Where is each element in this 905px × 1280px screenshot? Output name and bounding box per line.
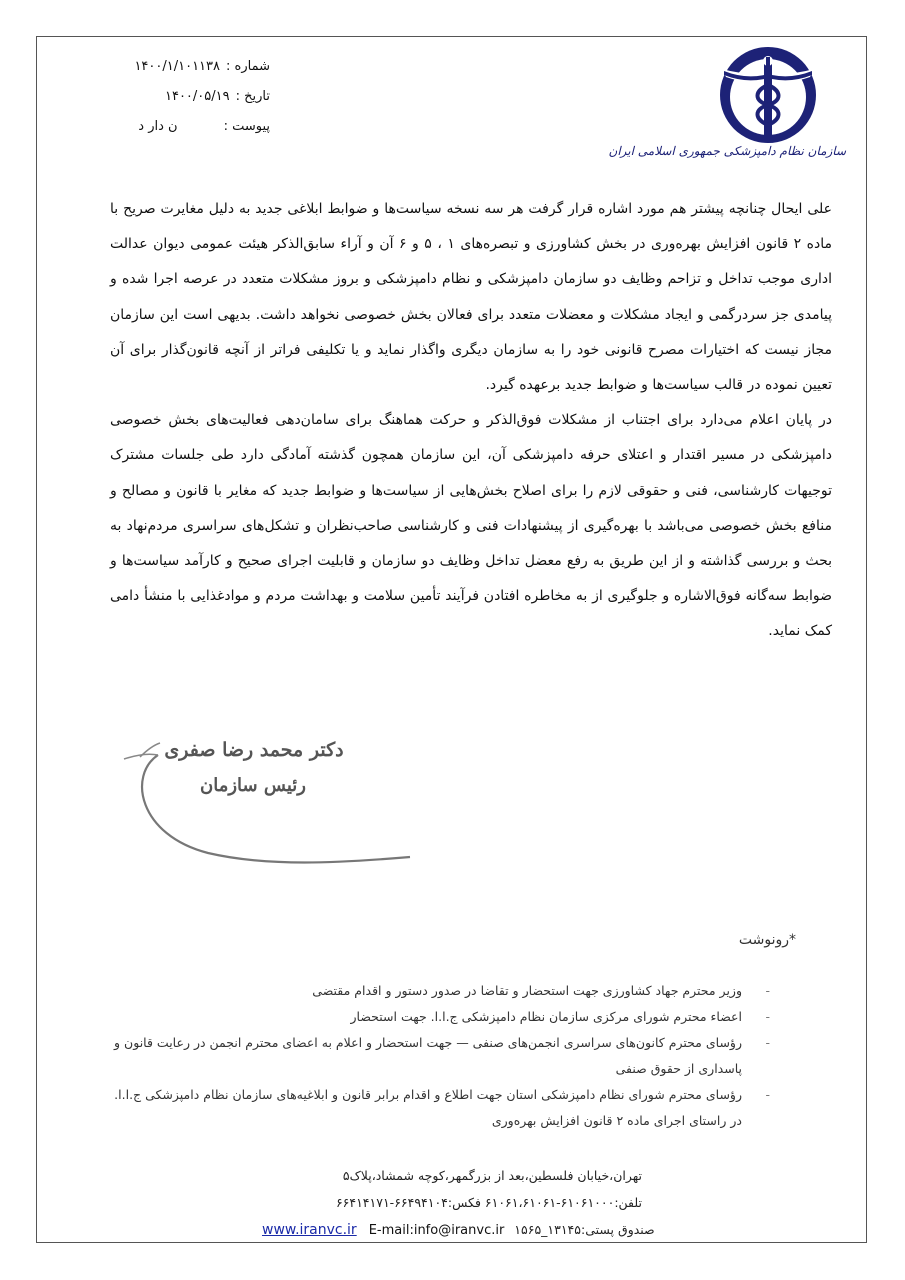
body-paragraph-2: در پایان اعلام می‌دارد برای اجتناب از مشکلات فوق‌الذکر و حرکت هماهنگ برای سامان‌دهی فعالیت‌های بخش خصوصی دامپزشکی در مسیر اقتدار و اعتلای حرفه دامپزشکی آن، این سازمان همچون گذشته آمادگی دارد طی جلسات مشترک توجیهات کارشناسی، فنی و حقوقی لازم را برای اصلاح بخش‌هایی از سیاست‌ها و ضوابط جدید که مغایر با قانون و مصالح و منافع بخش خصوصی می‌باشد با بهره‌گیری از پیشنهادات فنی و کارشناسی صاحب‌نظران و تشکل‌های سراسری مردم‌نهاد به بحث و بررسی گذاشته و از این طریق به رفع معضل تداخل وظایف دو سازمان و قابلیت اجرای صحیح و کارآمد سیاست‌ها و ضوابط سه‌گانه فوق‌الاشاره و جلوگیری از به مخاطره افتادن فرآیند تأمین سلامت و بهداشت مردم و موادغذایی با منشأ دامی کمک نماید. <box>110 412 832 640</box>
footer-address: تهران،خیابان فلسطین،بعد از بزرگمهر،کوچه شمشاد،پلاک۵ <box>342 1168 642 1183</box>
letter-attachment-row <box>110 112 270 142</box>
email-address: E-mail:info@iranvc.ir <box>368 1223 505 1238</box>
signatory-name: دکتر محمد رضا صفری <box>164 739 344 761</box>
cc-item-text: اعضاء محترم شورای مرکزی سازمان نظام دامپزشکی ج.ا.ا. جهت استحضار <box>350 1009 742 1024</box>
cc-list <box>108 978 770 1134</box>
letter-date-row <box>110 82 270 112</box>
org-emblem-icon <box>714 45 822 145</box>
cc-item <box>108 1030 770 1082</box>
po-box: صندوق پستی:۱۳۱۴۵_۱۵۶۵ <box>514 1222 655 1237</box>
org-name: سازمان نظام دامپزشکی جمهوری اسلامی ایران <box>608 144 846 158</box>
signatory-title: رئیس سازمان <box>200 775 306 796</box>
cc-item-text: رؤسای محترم شورای نظام دامپزشکی استان جهت اطلاع و اقدام برابر قانون و ابلاغیه‌های سازمان نظام دامپزشکی ج.ا.ا. در راستای اجرای ماده ۲ قانون افزایش بهره‌وری <box>114 1087 742 1128</box>
cc-item-dash: - <box>765 1009 770 1024</box>
cc-item <box>108 1082 770 1134</box>
footer-contact-row <box>262 1216 655 1244</box>
website-link[interactable]: www.iranvc.ir <box>262 1222 357 1238</box>
letter-footer <box>262 1162 655 1244</box>
letter-date-value: ۱۴۰۰/۰۵/۱۹ <box>164 89 230 104</box>
signature-block <box>118 735 418 870</box>
letter-date-label: تاریخ : <box>235 89 270 104</box>
body-paragraph-1: علی ایحال چنانچه پیشتر هم مورد اشاره قرار گرفت هر سه نسخه سیاست‌ها و ضوابط ابلاغی جدید به دلیل مغایرت صریح با ماده ۲ قانون افزایش بهره‌وری در بخش کشاورزی و تبصره‌های ۱ ، ۵ و ۶ آن و آراء سابق‌الذکر هیئت عمومی دیوان عدالت اداری موجب تداخل و تزاحم وظایف دو سازمان دامپزشکی و نظام دامپزشکی و بروز مشکلات متعدد در عرصه اجرا شده و پیامدی جز سردرگمی و ایجاد مشکلات و معضلات متعدد برای فعالان بخش خصوصی نخواهد داشت. بدیهی است این سازمان مجاز نیست که اختیارات مصرح قانونی خود را به سازمان دیگری واگذار نماید و یا تکلیفی فراتر از آنچه قانون‌گذار برای آن تعیین نموده در قالب سیاست‌ها و ضوابط جدید برعهده گیرد. <box>110 201 832 394</box>
letter-meta <box>110 52 270 142</box>
letter-number-row <box>110 52 270 82</box>
cc-item-text: رؤسای محترم کانون‌های سراسری انجمن‌های صنفی — جهت استحضار و اعلام به اعضای محترم انجمن در رعایت قانون و پاسداری از حقوق صنفی <box>114 1035 742 1076</box>
cc-item-text: وزیر محترم جهاد کشاورزی جهت استحضار و تقاضا در صدور دستور و اقدام مقتضی <box>312 983 742 998</box>
cc-item-dash: - <box>765 1035 770 1050</box>
letter-number-label: شماره : <box>226 59 270 74</box>
cc-title: *رونوشت <box>738 932 796 948</box>
cc-item <box>108 1004 770 1030</box>
footer-phones: تلفن:۶۱۰۶۱۰۰۰-۶۱۰۶۱،۶۱۰۶۱ فکس:۶۶۴۹۴۱۰۴-۶۶۴۱۴۱۷۱ <box>335 1195 642 1210</box>
cc-item-dash: - <box>765 1087 770 1102</box>
letter-number-value: ۱۴۰۰/۱/۱۰۱۱۳۸ <box>134 59 221 74</box>
cc-item <box>108 978 770 1004</box>
letter-attachment-value: ن دار د <box>138 119 178 134</box>
letter-body <box>110 192 832 650</box>
cc-item-dash: - <box>765 983 770 998</box>
letter-attachment-label: پیوست : <box>223 119 270 134</box>
